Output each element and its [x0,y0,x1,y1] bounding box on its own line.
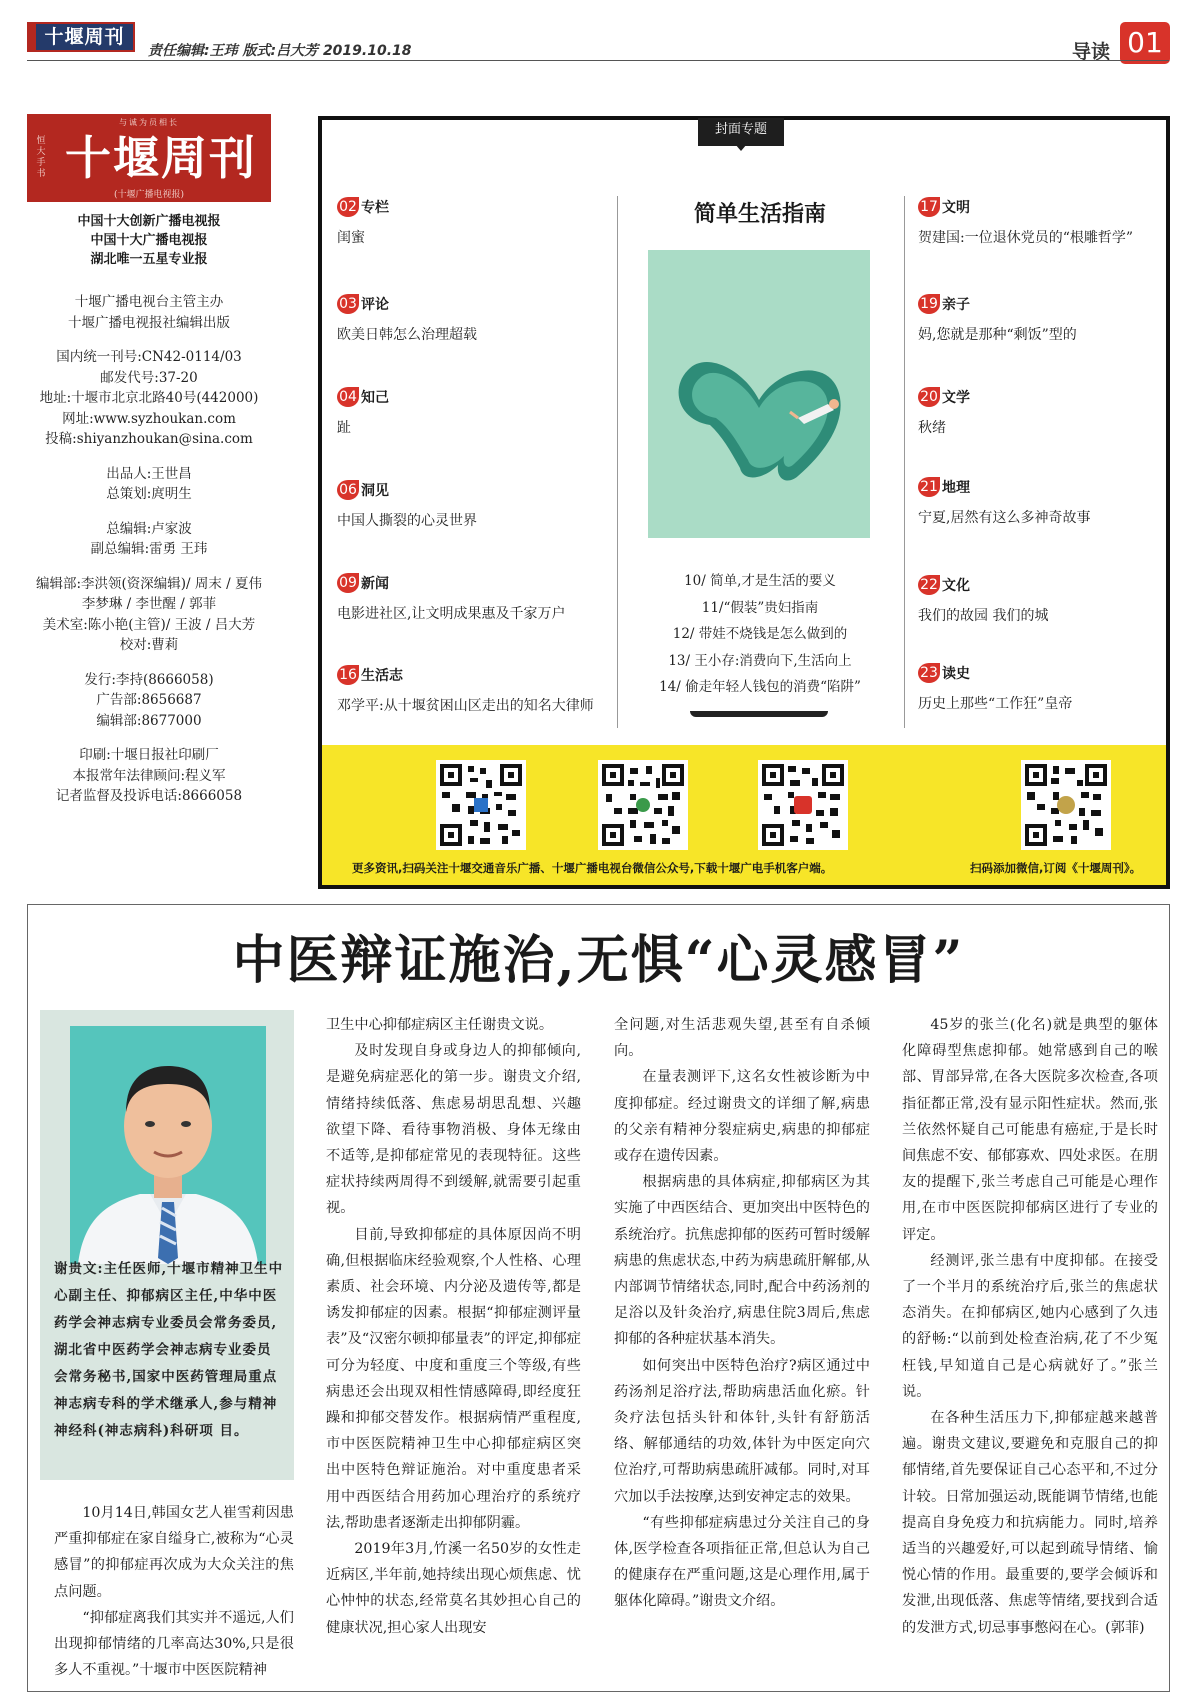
masthead-info [20,292,278,807]
article-column-2 [326,1012,581,1641]
toc-desc: 贺建国:一位退休党员的“根雕哲学” [918,229,1134,246]
toc-divider-left [617,196,618,728]
paragraph: “有些抑郁症病患过分关注自己的身体,医学检查各项指征正常,但总认为自己的健康存在严重问题,这是心理作用,属于躯体化障碍。”谢贵文介绍。 [614,1514,870,1610]
paragraph: 经测评,张兰患有中度抑郁。在接受了一个半月的系统治疗后,张兰的焦虑状态消失。在抑郁病区,她内心感到了久违的舒畅:“以前到处检查治病,花了不少冤枉钱,早知道自己是心病就好了。”张兰说。 [902,1252,1158,1400]
masthead-title: 十堰周刊 [65,131,257,185]
info-line: 记者监督及投诉电话:8666058 [55,788,243,804]
info-line: 本报常年法律顾问:程义军 [72,767,226,784]
cover-topic-list [620,568,900,701]
page-badge: 19 [918,294,940,314]
qr-code-app[interactable] [758,760,848,850]
toc-desc: 中国人撕裂的心灵世界 [337,512,477,529]
toc-divider-right [904,196,905,728]
toc-category: 亲子 [942,296,970,313]
paragraph: 10月14日,韩国女艺人崔雪莉因患严重抑郁症在家自缢身亡,被称为“心灵感冒”的抑郁症再次成为大众关注的焦点问题。 [54,1505,294,1600]
cover-illustration [648,250,870,538]
article-headline: 中医辩证施治,无惧“心灵感冒” [232,930,965,991]
toc-category: 评论 [361,296,389,313]
paragraph: 2019年3月,竹溪一名50岁的女性走近病区,半年前,她持续出现心烦焦虑、忧心忡忡的状态,经常莫名其妙担心自己的健康状况,担心家人出现安 [326,1541,581,1636]
toc-category: 新闻 [361,575,389,592]
info-line: 网址:www.syzhoukan.com [62,410,236,427]
page-badge: 09 [337,573,359,593]
info-line: 李梦琳 / 李世醒 / 郭菲 [81,596,217,612]
info-line: 广告部:8656687 [96,692,202,708]
qr-footer-left: 更多资讯,扫码关注十堰交通音乐广播、十堰广播电视台微信公众号,下载十堰广电手机客户端。 [352,861,833,875]
toc-desc: 我们的故园 我们的城 [918,607,1049,624]
article-column-1 [54,1500,294,1683]
toc-desc: 秋绪 [918,419,946,436]
page-badge: 06 [337,480,359,500]
toc-desc: 历史上那些“工作狂”皇帝 [918,695,1073,712]
toc-item[interactable] [918,386,970,437]
info-line: 地址:十堰市北京北路40号(442000) [39,390,259,406]
toc-item[interactable] [337,572,565,623]
info-line: 校对:曹莉 [119,637,179,653]
paragraph: 目前,导致抑郁症的具体原因尚不明确,但根据临床经验观察,个人性格、心理素质、社会环境、内分泌及遗传等,都是诱发抑郁症的因素。根据“抑郁症测评量表”及“汉密尔顿抑郁量表”的评定,抑郁症可分为轻度、中度和重度三个等级,有些病患还会出现双相性情感障碍,即经度狂躁和抑郁交替发作。根据病情严重程度,市中医医院精神卫生中心抑郁症病区突出中医特色辩证施治。对中重度患者采用中西医结合用药加心理治疗的系统疗法,帮助患者逐渐走出抑郁阴霾。 [326,1226,581,1531]
page-badge: 20 [918,387,940,407]
page-badge: 04 [337,387,359,407]
masthead-calligraphy: 恒大手书 [36,136,46,179]
paragraph: 在量表测评下,这名女性被诊断为中度抑郁症。经过谢贵文的详细了解,病患的父亲有精神分裂症病史,病患的抑郁症或存在遗传因素。 [614,1069,870,1165]
qr-code-subscribe[interactable] [1021,760,1111,850]
info-line: 邮发代号:37-20 [100,369,198,386]
header-editors: 责任编辑:王玮 版式:吕大芳 2019.10.18 [148,43,412,59]
doctor-photo [70,1026,266,1264]
paragraph: 及时发现自身或身边人的抑郁倾向,是避免病症恶化的第一步。谢贵文介绍,情绪持续低落、焦虑易胡思乱想、兴趣欲望下降、看待事物消极、身体无缘由不适等,是抑郁症常见的表现特征。这些症状持续两周得不到缓解,就需要引起重视。 [326,1043,581,1217]
toc-category: 地理 [942,479,970,496]
cover-list-item[interactable]: 14/ 偷走年轻人钱包的消费“陷阱” [659,679,861,695]
toc-category: 文化 [942,577,970,594]
page-badge: 02 [337,197,359,217]
cover-list-item[interactable]: 10/ 简单,才是生活的要义 [684,573,836,589]
masthead [27,114,271,202]
page-badge: 22 [918,575,940,595]
toc-desc: 邓学平:从十堰贫困山区走出的知名大律师 [337,697,594,714]
toc-category: 文学 [942,389,970,406]
author-caption: 谢贵文:主任医师,十堰市精神卫生中心副主任、抑郁病区主任,中华中医药学会神志病专业委员会常务委员,湖北省中医药学会神志病专业委员会常务秘书,国家中医药管理局重点神志病专科的学术继承人,参与精神神经科(神志病科)科研项 目。 [54,1261,284,1439]
toc-category: 洞见 [361,482,389,499]
cover-list-underline [690,711,828,717]
page-badge: 03 [337,294,359,314]
toc-item[interactable] [918,574,1048,625]
info-line: 副总编辑:雷勇 王玮 [90,541,208,557]
masthead-slogan: 与诚为员相长 [119,118,179,127]
toc-desc: 趾 [337,419,351,436]
masthead-claims [27,212,271,269]
header-logo [27,22,135,52]
toc-category: 知己 [361,389,389,406]
toc-desc: 闺蜜 [337,229,365,246]
cover-topic-tag: 封面专题 [698,118,784,146]
cover-list-item[interactable]: 12/ 带娃不烧钱是怎么做到的 [672,626,848,642]
cover-topic-title: 简单生活指南 [693,201,826,227]
qr-footer-right: 扫码添加微信,订阅《十堰周刊》。 [970,861,1142,875]
toc-category: 读史 [942,665,970,682]
masthead-subtitle: (十堰广播电视报) [113,190,185,200]
toc-category: 文明 [942,199,970,216]
paragraph: 卫生中心抑郁症病区主任谢贵文说。 [326,1017,554,1033]
toc-item[interactable] [337,664,594,715]
claim-line: 中国十大创新广播电视报 [77,214,221,229]
toc-item[interactable] [918,662,1072,713]
paragraph: 根据病患的具体病症,抑郁病区为其实施了中西医结合、更加突出中医特色的系统治疗。抗焦虑抑郁的医药可暂时缓解病患的焦虑状态,中药为病患疏肝解郁,从内部调节情绪状态,同时,配合中药汤剂的足浴以及针灸治疗,病患住院3周后,焦虑抑郁的各种症状基本消失。 [614,1174,870,1348]
info-line: 出品人:王世昌 [106,465,192,482]
toc-category: 专栏 [361,199,389,216]
toc-category: 生活志 [361,667,403,684]
toc-desc: 宁夏,居然有这么多神奇故事 [918,509,1091,526]
cover-list-item[interactable]: 11/“假装”贵妇指南 [701,599,819,616]
toc-desc: 妈,您就是那种“剩饭”型的 [918,326,1077,343]
toc-desc: 电影进社区,让文明成果惠及千家万户 [337,605,566,622]
claim-line: 湖北唯一五星专业报 [90,252,208,267]
info-line: 十堰广播电视台主管主办 [74,294,224,310]
info-line: 总编辑:卢家波 [106,520,192,537]
paragraph: 全问题,对生活悲观失望,甚至有自杀倾向。 [614,1017,870,1060]
info-line: 总策划:庹明生 [106,486,192,502]
info-line: 发行:李持(8666058) [84,671,214,688]
qr-code-radio[interactable] [436,760,526,850]
toc-item[interactable] [918,476,1090,527]
toc-item[interactable] [337,479,477,530]
info-line: 印刷:十堰日报社印刷厂 [79,747,219,763]
paragraph: 如何突出中医特色治疗?病区通过中药汤剂足浴疗法,帮助病患活血化瘀。针灸疗法包括头针和体针,头针有舒筋活络、解郁通结的功效,体针为中医定向穴位治疗,可帮助病患疏肝减郁。同时,对耳穴加以手法按摩,达到安神定志的效果。 [614,1357,870,1505]
page-badge: 23 [918,663,940,683]
info-line: 编辑部:8677000 [96,712,202,729]
section-label: 导读 [1072,41,1111,63]
cover-list-item[interactable]: 13/ 王小存:消费向下,生活向上 [668,652,852,669]
toc-item[interactable] [918,293,1077,344]
toc-desc: 欧美日韩怎么治理超载 [337,326,477,343]
info-line: 十堰广播电视报社编辑出版 [68,314,230,331]
paragraph: “抑郁症离我们其实并不遥远,人们出现抑郁情绪的几率高达30%,只是很多人不重视。”十堰市中医医院精神 [54,1609,294,1679]
toc-item[interactable] [337,293,477,344]
toc-item[interactable] [337,386,389,437]
info-line: 投稿:shiyanzhoukan@sina.com [45,431,253,447]
paragraph: 在各种生活压力下,抑郁症越来越普遍。谢贵文建议,要避免和克服自己的抑郁情绪,首先要保证自己心态平和,不过分计较。日常加强运动,既能调节情绪,也能提高自身免疫力和抗病能力。同时,培养适当的兴趣爱好,可以起到疏导情绪、愉悦心情的作用。最重要的,要学会倾诉和发泄,出现低落、焦虑等情绪,要找到合适的发泄方式,切忌事事憋闷在心。(郭菲) [902,1410,1158,1636]
article-column-4 [902,1012,1158,1641]
header-logo-text: 十堰周刊 [36,24,133,50]
paragraph: 45岁的张兰(化名)就是典型的躯体化障碍型焦虑抑郁。她常感到自己的喉部、胃部异常,在各大医院多次检查,各项指征都正常,没有显示阳性症状。然而,张兰依然怀疑自己可能患有癌症,于是长时间焦虑不安、郁郁寡欢、四处求医。在朋友的提醒下,张兰考虑自己可能是心理作用,在市中医医院抑郁病区进行了专业的评定。 [902,1017,1158,1243]
header-divider [27,60,1169,61]
page-number: 01 [1120,22,1170,64]
toc-item[interactable] [918,196,1133,247]
info-line: 美术室:陈小艳(主管)/ 王波 / 吕大芳 [42,616,256,633]
claim-line: 中国十大广播电视报 [90,233,208,248]
article-column-3 [614,1012,870,1615]
qr-code-wechat[interactable] [598,760,688,850]
page-badge: 21 [918,477,940,497]
toc-item[interactable] [337,196,389,247]
page-badge: 17 [918,197,940,217]
info-line: 编辑部:李洪领(资深编辑)/ 周末 / 夏伟 [35,575,263,592]
info-line: 国内统一刊号:CN42-0114/03 [56,349,242,365]
page-badge: 16 [337,665,359,685]
